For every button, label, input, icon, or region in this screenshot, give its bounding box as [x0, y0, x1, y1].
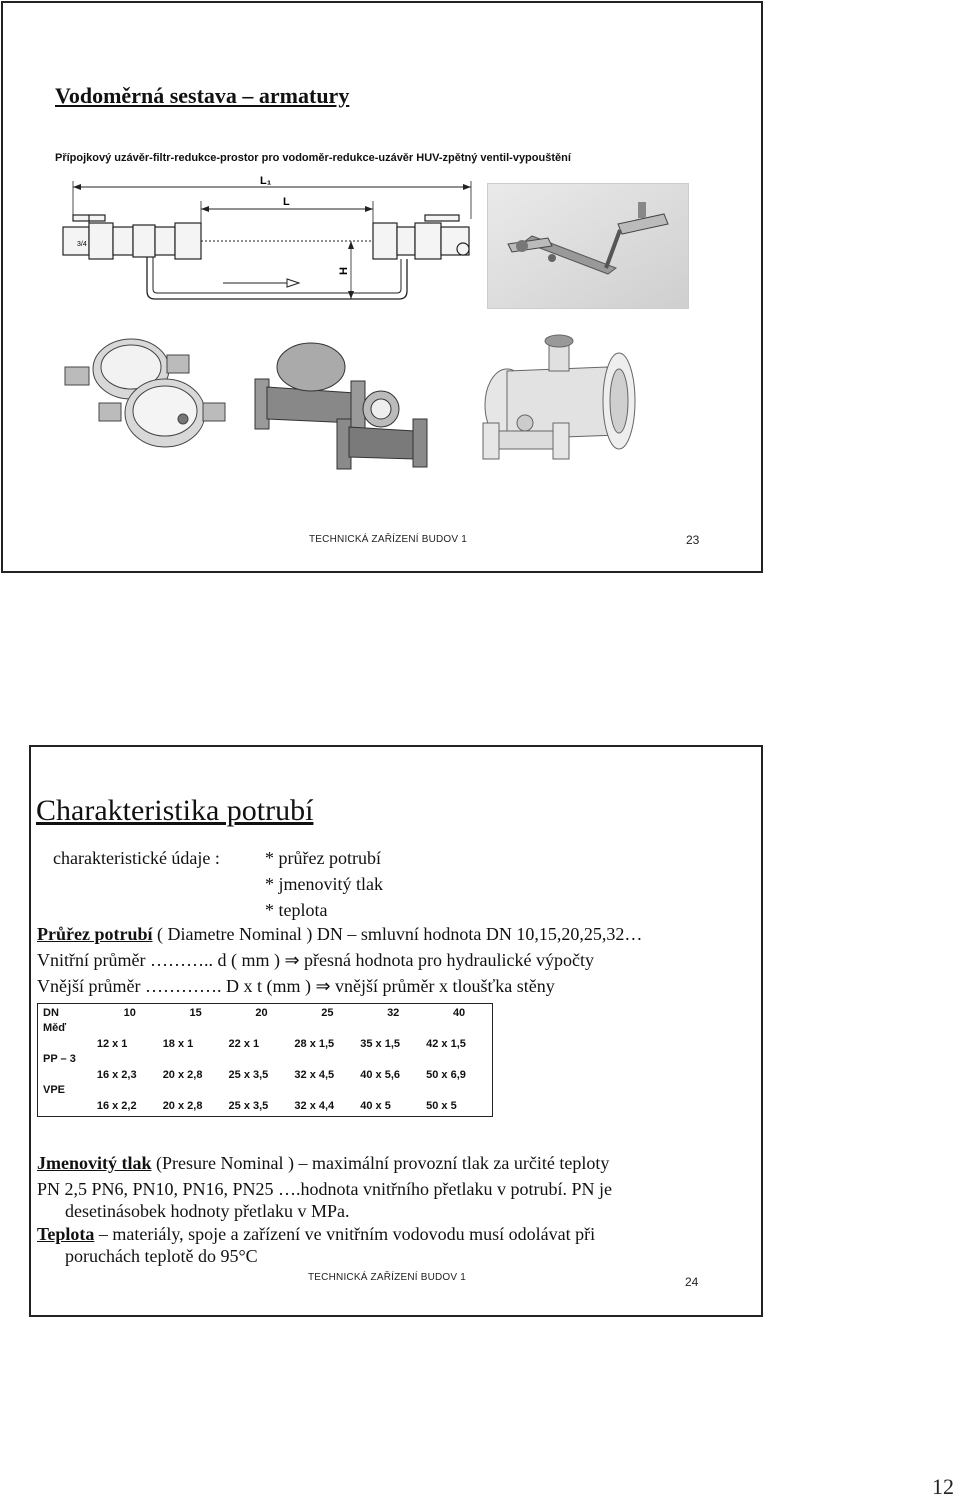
slide-23: [1, 1, 763, 573]
table-row: [38, 1084, 493, 1117]
table-header-cell: 25: [321, 1007, 334, 1019]
table-cell: 16 x 2,2: [96, 1100, 137, 1112]
slide-page-number: 23: [686, 533, 700, 547]
row-label: VPE: [43, 1084, 66, 1096]
vnejsi-line: Vnější průměr …………. D x t (mm ) ⇒ vnější průměr x tloušťka stěny: [37, 976, 555, 996]
jmenovity-term: Jmenovitý tlak: [37, 1153, 152, 1173]
table-cell: 32 x 4,5: [294, 1069, 335, 1081]
table-cell: 25 x 3,5: [228, 1069, 269, 1081]
table-cell: 50 x 5: [426, 1100, 457, 1112]
assembly-photo: [487, 183, 689, 309]
table-cell: 20 x 2,8: [162, 1069, 203, 1081]
svg-text:3/4: 3/4: [77, 241, 87, 248]
char-item: * průřez potrubí: [265, 848, 381, 868]
table-header-cell: 20: [255, 1007, 268, 1019]
table-cell: 16 x 2,3: [96, 1069, 137, 1081]
water-meters-photo: [59, 323, 639, 483]
table-cell: 22 x 1: [228, 1038, 260, 1050]
table-cell: 20 x 2,8: [162, 1100, 203, 1112]
table-cell: 18 x 1: [162, 1038, 194, 1050]
char-item: * teplota: [265, 900, 328, 920]
teplota-line-2: poruchách teplotě do 95°C: [65, 1246, 258, 1266]
table-cell: 50 x 6,9: [426, 1069, 466, 1081]
slide-title: Charakteristika potrubí: [36, 794, 314, 827]
table-header-cell: 40: [452, 1007, 466, 1019]
jmenovity-tlak-line: Jmenovitý tlak (Presure Nominal ) – maximální provozní tlak za určité teploty: [37, 1153, 610, 1173]
pn-line-2: desetinásobek hodnoty přetlaku v MPa.: [65, 1201, 350, 1221]
char-item: * jmenovitý tlak: [265, 874, 383, 894]
table-cell: 40 x 5: [360, 1100, 391, 1112]
table-row: [38, 1053, 493, 1084]
pn-line: PN 2,5 PN6, PN10, PN16, PN25 ….hodnota vnitřního přetlaku v potrubí. PN je: [37, 1179, 613, 1199]
slide-title: Vodoměrná sestava – armatury: [55, 83, 350, 108]
row-label: Měď: [43, 1022, 67, 1034]
table-cell: 32 x 4,4: [294, 1100, 335, 1112]
vnitrni-line: Vnitřní průměr ……….. d ( mm ) ⇒ přesná hodnota pro hydraulické výpočty: [37, 950, 594, 970]
table-cell: 25 x 3,5: [228, 1100, 269, 1112]
teplota-term: Teplota: [37, 1224, 95, 1244]
slide-24: [29, 745, 763, 1317]
char-label: charakteristické údaje :: [53, 848, 220, 868]
pipe-dimension-table: [37, 1003, 493, 1117]
dim-l-label: L: [283, 196, 290, 208]
dim-l1-label: L₁: [260, 175, 272, 187]
prurez-line: Průřez potrubí ( Diametre Nominal ) DN – smluvní hodnota DN 10,15,20,25,32…: [37, 924, 643, 944]
table-cell: 40 x 5,6: [360, 1069, 401, 1081]
slide-page-number: 24: [685, 1275, 699, 1289]
meter-assembly-diagram: [55, 171, 485, 307]
table-cell: 28 x 1,5: [294, 1038, 335, 1050]
table-header-cell: 10: [123, 1007, 136, 1019]
footer-text: TECHNICKÁ ZAŘÍZENÍ BUDOV 1: [308, 1272, 466, 1283]
table-cell: 12 x 1: [96, 1038, 128, 1050]
table-header-cell: 15: [189, 1007, 202, 1019]
teplota-line: Teplota – materiály, spoje a zařízení ve vnitřním vodovodu musí odolávat při: [37, 1224, 596, 1244]
footer-text: TECHNICKÁ ZAŘÍZENÍ BUDOV 1: [309, 534, 467, 545]
table-cell: 35 x 1,5: [360, 1038, 401, 1050]
sheet-page-number: 12: [932, 1474, 954, 1499]
table-cell: 42 x 1,5: [426, 1038, 466, 1050]
table-header-row: [38, 1004, 493, 1023]
table-row: [38, 1022, 493, 1053]
slide-subtitle: Přípojkový uzávěr-filtr-redukce-prostor pro vodoměr-redukce-uzávěr HUV-zpětný ventil-vypouštění: [55, 152, 571, 164]
table-header-label: DN: [43, 1007, 59, 1019]
prurez-term: Průřez potrubí: [37, 924, 153, 944]
table-header-cell: 32: [387, 1007, 400, 1019]
row-label: PP – 3: [43, 1053, 76, 1065]
dim-h-label: H: [338, 267, 350, 275]
